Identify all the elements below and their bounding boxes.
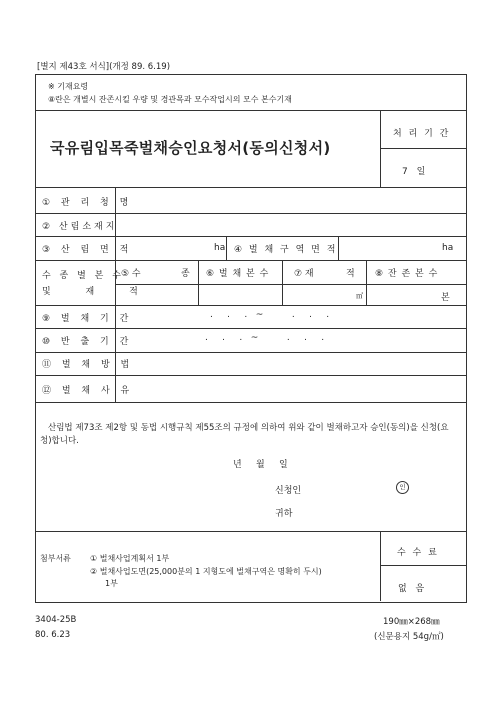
species-column-header: ⑤ 수 — [121, 269, 141, 279]
forest-area-field[interactable] — [117, 238, 226, 258]
divider — [35, 352, 466, 353]
volume-field[interactable] — [284, 286, 354, 303]
divider — [35, 260, 466, 261]
divider — [35, 187, 466, 188]
managing-office-field[interactable] — [117, 189, 463, 211]
applicant-label: 신청인 — [275, 486, 302, 496]
divider — [35, 531, 466, 532]
species-label-line2: 및 재 적 — [42, 287, 141, 297]
cutting-area-field[interactable] — [340, 238, 440, 258]
remaining-count-column-header: ⑧ 잔 존 본 수 — [375, 269, 439, 279]
cutting-area-unit: ha — [442, 243, 454, 253]
divider — [35, 213, 466, 214]
divider — [115, 284, 466, 285]
processing-period-value: 7 일 — [402, 167, 426, 177]
divider — [226, 236, 227, 260]
attachment-item-1: ① 벌채사업계획서 1부 — [90, 554, 170, 563]
cutting-reason-field[interactable] — [117, 377, 463, 400]
cutting-area-label: ④ 벌 채 구 역 면 적 — [234, 245, 338, 255]
divider — [35, 328, 466, 329]
processing-period-label: 처 리 기 간 — [393, 129, 451, 139]
cutting-method-field[interactable] — [117, 354, 463, 373]
divider — [35, 305, 466, 306]
form-title: 국유림입목죽벌채승인요청서(동의신청서) — [50, 139, 331, 157]
divider — [35, 375, 466, 376]
paper-size: 190㎜×268㎜ — [383, 617, 440, 627]
paper-type: (신문용지 54g/㎡) — [374, 632, 444, 642]
attachments-label: 첨부서류 — [40, 554, 71, 563]
divider — [380, 531, 381, 601]
application-date: 년 월 일 — [233, 460, 288, 470]
divider — [366, 260, 367, 305]
fee-label: 수 수 료 — [397, 548, 439, 558]
instructions-title: ※ 기재요령 — [48, 82, 89, 91]
fee-value: 없 음 — [398, 584, 428, 594]
divider — [282, 260, 283, 305]
cutting-period-label: ⑨ 벌 채 기 간 — [42, 314, 133, 324]
divider — [380, 565, 466, 566]
volume-column-header: ⑦ 재 — [294, 269, 314, 279]
cutting-reason-label: ⑫ 벌 채 사 유 — [42, 386, 134, 396]
divider — [380, 148, 466, 149]
volume-column-header-suffix: 적 — [346, 269, 355, 279]
forest-location-field[interactable] — [117, 215, 463, 235]
species-column-header-suffix: 종 — [181, 269, 190, 279]
species-field[interactable] — [117, 286, 196, 303]
remaining-count-field[interactable] — [368, 286, 438, 303]
attachment-item-2: ② 벌채사업도면(25,000분의 1 지형도에 벌채구역은 명확히 두시) — [90, 567, 322, 576]
removal-period-label: ⑩ 반 출 기 간 — [42, 337, 133, 347]
divider — [35, 402, 466, 403]
attachment-item-2-count: 1부 — [105, 579, 118, 588]
form-date: 80. 6.23 — [35, 630, 71, 640]
cutting-period-field[interactable]: . . . ~ . . . — [210, 310, 330, 320]
forest-area-label: ③ 산 림 면 적 — [42, 245, 133, 255]
cutting-method-label: ⑪ 벌 채 방 법 — [42, 360, 134, 370]
cut-count-column-header: ⑥ 벌 채 본 수 — [206, 269, 270, 279]
divider — [338, 236, 339, 260]
divider — [35, 236, 466, 237]
divider — [380, 110, 381, 187]
addressee-label: 귀하 — [275, 509, 293, 519]
instructions-text: ⑧란은 개별시 잔존시킬 우량 및 경관목과 모수작업시의 모수 본수기재 — [48, 95, 292, 104]
form-number-note: [별지 제43호 서식](개정 89. 6.19) — [37, 62, 171, 72]
application-statement: 산림법 제73조 제2항 및 동법 시행규칙 제55조의 규정에 의하여 위와 같이 벌채하고자 승인(동의)을 신청(요청)합니다. — [40, 423, 449, 446]
form-code: 3404-25B — [35, 615, 77, 625]
forest-location-label: ② 산림소재지 — [42, 222, 118, 232]
species-label-line1: 수 종 별 본 수 — [42, 271, 124, 281]
divider — [198, 260, 199, 305]
remaining-count-unit: 본 — [441, 293, 450, 303]
volume-unit: ㎥ — [356, 292, 363, 300]
removal-period-field[interactable]: . . . ~ . . . — [205, 333, 325, 343]
divider — [35, 110, 466, 111]
forest-area-unit: ha — [214, 243, 226, 253]
cut-count-field[interactable] — [200, 286, 280, 303]
seal-mark: 인 — [396, 481, 409, 494]
managing-office-label: ① 관 리 청 명 — [42, 198, 133, 208]
